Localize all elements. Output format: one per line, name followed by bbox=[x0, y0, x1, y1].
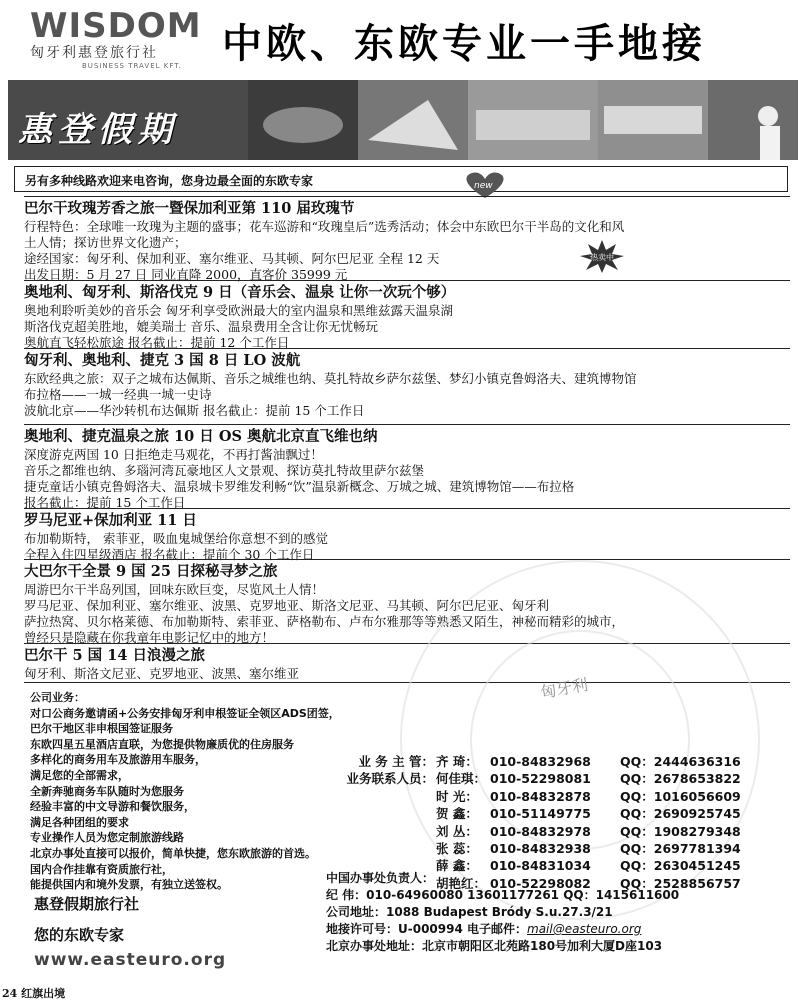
contact-row bbox=[326, 840, 796, 857]
section-divider bbox=[24, 280, 790, 281]
contact-role bbox=[326, 823, 436, 840]
contact-role bbox=[326, 840, 436, 857]
contact-phone[interactable]: 010-84832978 bbox=[490, 823, 591, 839]
tour-line: 奥航直飞轻松旅途 报名截止：提前 12 个工作日 bbox=[24, 335, 290, 350]
tour-title: 罗马尼亚+保加利亚 11 日 bbox=[24, 512, 197, 529]
tour-line: 途经国家：匈牙利、保加利亚、塞尔维亚、马其顿、阿尔巴尼亚 全程 12 天 bbox=[24, 251, 440, 266]
contact-name: 刘 丛： bbox=[436, 823, 478, 839]
service-item: 巴尔干地区非申根国签证服务 bbox=[30, 722, 173, 736]
tour-line: 奥地利聆听美妙的音乐会 匈牙利享受欧洲最大的室内温泉和黑维兹露天温泉湖 bbox=[24, 303, 453, 318]
contact-qq[interactable]: QQ：2697781394 bbox=[620, 841, 741, 857]
contact-name: 何佳琪： bbox=[436, 771, 487, 787]
tour-line: 布加勒斯特， 索菲亚，吸血鬼城堡给你意想不到的感觉 bbox=[24, 531, 328, 546]
office-heading: 中国办事处负责人： bbox=[326, 871, 435, 885]
section-divider bbox=[24, 424, 790, 425]
section-divider bbox=[24, 508, 790, 509]
service-item: 满足各种团组的要求 bbox=[30, 815, 129, 829]
contact-phone[interactable]: 010-52298081 bbox=[490, 771, 591, 787]
contact-name: 时 光： bbox=[436, 788, 478, 804]
tour-section-4[interactable] bbox=[24, 427, 790, 511]
tour-line: 周游巴尔干半岛列国，回味东欧巨变，尽览风土人情！ bbox=[24, 582, 325, 597]
tour-section-5[interactable] bbox=[24, 511, 790, 563]
office-rep: 纪 伟：010-64960080 13601177261 QQ：1415611600 bbox=[326, 888, 680, 902]
office-license: 地接许可号：U-000994 电子邮件： bbox=[326, 922, 528, 936]
section-divider bbox=[24, 559, 790, 560]
tour-section-1[interactable] bbox=[24, 199, 790, 283]
tour-line: 罗马尼亚、保加利亚、塞尔维亚、波黑、克罗地亚、斯洛文尼亚、马其顿、阿尔巴尼亚、匈牙利 bbox=[24, 598, 550, 613]
beijing-office-address: 北京办事处地址：北京市朝阳区北苑路180号加利大厦D座103 bbox=[326, 939, 663, 953]
contact-name: 齐 琦： bbox=[436, 754, 478, 769]
service-item: 专业操作人员为您定制旅游线路 bbox=[30, 831, 184, 845]
tour-line: 布拉格——一城一经典一城一史诗 bbox=[24, 387, 212, 402]
tour-section-3[interactable] bbox=[24, 351, 790, 419]
logo-wordmark: WISDOM bbox=[30, 6, 202, 46]
tour-line: 深度游克两国 10 日拒绝走马观花，不再打酱油飘过！ bbox=[24, 447, 323, 462]
service-item: 国内合作挂靠有资质旅行社， bbox=[30, 862, 173, 876]
service-item: 东欧四星五星酒店直联，为您提供物廉质优的住房服务 bbox=[30, 737, 294, 751]
tour-line: 波航北京——华沙转机布达佩斯 报名截止：提前 15 个工作日 bbox=[24, 403, 365, 418]
service-item: 经验丰富的中文导游和餐饮服务， bbox=[30, 800, 195, 814]
office-address: 公司地址：1088 Budapest Bródy S.u.27.3/21 bbox=[326, 905, 613, 919]
contact-row bbox=[326, 823, 796, 840]
contact-row bbox=[326, 805, 796, 822]
logo-english-name: BUSINESS TRAVEL KFT. bbox=[82, 62, 182, 70]
contact-role: 业 务 主 管： bbox=[358, 754, 434, 769]
hot-badge-label: 热卖中 bbox=[590, 253, 614, 262]
banner-title: 惠登假期 bbox=[18, 110, 178, 150]
contact-phone[interactable]: 010-51149775 bbox=[490, 806, 591, 822]
tour-title: 奥地利、捷克温泉之旅 10 日 OS 奥航北京直飞维也纳 bbox=[24, 428, 378, 445]
contact-phone[interactable]: 010-84832878 bbox=[490, 788, 591, 804]
office-info bbox=[326, 870, 796, 955]
new-badge-label: new bbox=[474, 181, 493, 191]
contact-qq[interactable]: QQ：2630451245 bbox=[620, 858, 741, 874]
contact-qq[interactable]: QQ：2690925745 bbox=[620, 806, 741, 822]
brand-name: 惠登假期旅行社 bbox=[34, 895, 140, 913]
contact-phone[interactable]: 010-84832938 bbox=[490, 841, 591, 857]
service-item: 全新奔驰商务车队随时为您服务 bbox=[30, 784, 184, 798]
contact-name: 张 蕊： bbox=[436, 841, 478, 857]
company-heading: 公司业务： bbox=[30, 691, 85, 704]
service-item: 北京办事处直接可以报价，简单快捷，您东欧旅游的首选。 bbox=[30, 846, 316, 860]
contact-qq[interactable]: QQ：2444636316 bbox=[620, 754, 741, 769]
logo[interactable] bbox=[30, 8, 220, 76]
brand-slogan: 您的东欧专家 bbox=[34, 926, 125, 944]
tour-line: 报名截止：提前 15 个工作日 bbox=[24, 495, 186, 510]
contact-role bbox=[326, 805, 436, 822]
section-divider bbox=[24, 348, 790, 349]
contact-qq[interactable]: QQ：2678653822 bbox=[620, 771, 741, 787]
tour-line: 捷克童话小镇克鲁姆洛夫、温泉城卡罗维发利畅“饮”温泉新概念、万城之城、建筑博物馆——布拉格 bbox=[24, 479, 575, 494]
contact-phone[interactable]: 010-84831034 bbox=[490, 858, 591, 874]
contact-name: 贺 鑫： bbox=[436, 806, 478, 822]
service-item: 多样化的商务用车及旅游用车服务， bbox=[30, 753, 206, 767]
tour-title: 奥地利、匈牙利、斯洛伐克 9 日（音乐会、温泉 让你一次玩个够） bbox=[24, 284, 456, 301]
service-item: 满足您的全部需求， bbox=[30, 768, 129, 782]
contact-qq[interactable]: QQ：2528856757 bbox=[620, 875, 741, 891]
tour-title: 匈牙利、奥地利、捷克 3 国 8 日 LO 波航 bbox=[24, 352, 301, 369]
intro-box bbox=[14, 166, 788, 192]
tour-line: 音乐之都维也纳、多瑙河湾瓦豪地区人文景观、探访莫扎特故里萨尔兹堡 bbox=[24, 463, 425, 478]
contact-name: 薛 鑫： bbox=[436, 858, 478, 874]
contact-row bbox=[326, 788, 796, 805]
page-headline: 中欧、东欧专业一手地接 bbox=[222, 21, 706, 67]
tour-line: 东欧经典之旅：双子之城布达佩斯、音乐之城维也纳、莫扎特故乡萨尔兹堡、梦幻小镇克鲁姆洛夫、建筑博物馆 bbox=[24, 371, 637, 386]
header bbox=[0, 0, 800, 80]
service-item: 对口公商务邀请函+公务安排匈牙利申根签证全领区ADS团签， bbox=[30, 706, 340, 720]
tour-line: 行程特色：全球唯一玫瑰为主题的盛事；花车巡游和“玫瑰皇后”选秀活动；体会中东欧巴尔干半岛的文化和风 bbox=[24, 219, 625, 234]
contact-row bbox=[326, 770, 796, 787]
intro-text: 另有多种线路欢迎来电咨询，您身边最全面的东欧专家 bbox=[25, 174, 314, 188]
email-link[interactable]: mail@easteuro.org bbox=[527, 922, 642, 936]
logo-chinese-name: 匈牙利惠登旅行社 bbox=[30, 45, 158, 61]
contact-qq[interactable]: QQ：1908279348 bbox=[620, 823, 741, 839]
tour-title: 大巴尔干全景 9 国 25 日探秘寻梦之旅 bbox=[24, 563, 278, 580]
contact-role bbox=[326, 788, 436, 805]
page-footer: 24 红旗出境 bbox=[2, 987, 66, 1000]
seal-watermark-text: 匈牙利 bbox=[538, 674, 590, 703]
contact-row bbox=[326, 753, 796, 770]
contact-role: 业务联系人员： bbox=[346, 771, 434, 787]
tour-line: 土人情；探访世界文化遗产； bbox=[24, 235, 187, 250]
tour-line: 匈牙利、斯洛文尼亚、克罗地亚、波黑、塞尔维亚 bbox=[24, 666, 300, 681]
tour-line: 全程入住四星级酒店 报名截止：提前个 30 个工作日 bbox=[24, 547, 315, 562]
tour-line: 出发日期：5 月 27 日 同业直降 2000，直客价 35999 元 bbox=[24, 267, 348, 282]
service-item: 能提供国内和境外发票，有独立送签权。 bbox=[30, 878, 228, 892]
tour-line: 斯洛伐克超美胜地，媲美瑞士 音乐、温泉费用全含让你无忧畅玩 bbox=[24, 319, 378, 334]
banner-photo-strip bbox=[8, 80, 798, 160]
contact-name: 胡艳红： bbox=[436, 875, 487, 891]
tour-title: 巴尔干 5 国 14 日浪漫之旅 bbox=[24, 647, 205, 664]
tour-title: 巴尔干玫瑰芳香之旅一暨保加利亚第 110 届玫瑰节 bbox=[24, 200, 355, 217]
contact-phone[interactable]: 010-84832968 bbox=[490, 754, 591, 769]
contact-phone[interactable]: 010-52298082 bbox=[490, 875, 591, 891]
section-divider bbox=[24, 196, 790, 197]
website-link[interactable]: www.easteuro.org bbox=[34, 950, 227, 970]
tour-section-2[interactable] bbox=[24, 283, 790, 351]
office-license-line bbox=[326, 921, 796, 938]
tour-line: 曾经只是隐藏在你我童年电影记忆中的地方！ bbox=[24, 630, 275, 645]
contact-qq[interactable]: QQ：1016056609 bbox=[620, 788, 741, 804]
tour-line: 萨拉热窝、贝尔格莱德、布加勒斯特、索菲亚、萨格勒布、卢布尔雅那等等熟悉又陌生，神秘而精彩的城市， bbox=[24, 614, 625, 629]
